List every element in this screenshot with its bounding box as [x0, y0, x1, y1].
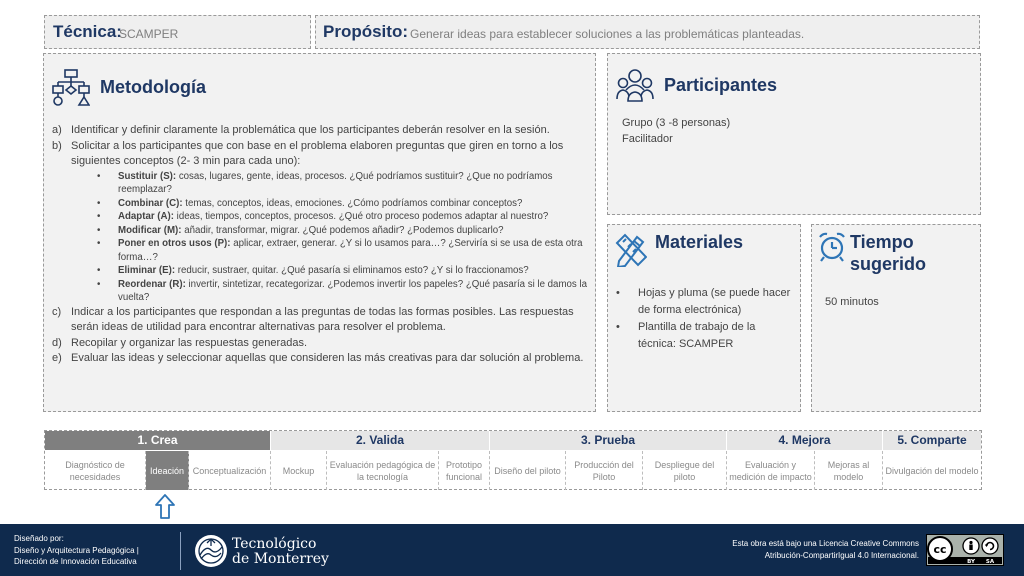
- phase-cell: Despliegue del piloto: [643, 451, 727, 490]
- metodologia-panel: [43, 53, 596, 412]
- phase-cell: Diagnóstico de necesidades: [45, 451, 146, 490]
- phase-cell: Evaluación pedagógica de la tecnología: [327, 451, 439, 490]
- tecnica-box: [44, 15, 311, 49]
- phase-head-prueba: 3. Prueba: [490, 431, 727, 450]
- alarm-clock-icon: [818, 231, 846, 263]
- phase-head-valida: 2. Valida: [271, 431, 490, 450]
- phase-cell: Prototipo funcional: [439, 451, 490, 490]
- phase-cell: Mockup: [271, 451, 327, 490]
- concept-reordenar: • Reordenar (R): invertir, sintetizar, recategorizar. ¿Podemos invertir los papeles? ¿Qué pasaría si le damos la vuelta?: [97, 278, 587, 303]
- phase-cell-active: Ideación: [146, 451, 189, 490]
- phase-head-comparte: 5. Comparte: [883, 431, 981, 450]
- participantes-line-1: Grupo (3 -8 personas): [622, 117, 731, 129]
- participantes-line-2: Facilitador: [622, 133, 673, 145]
- concept-sustituir: • Sustituir (S): cosas, lugares, gente, ideas, procesos. ¿Qué podríamos sustituir? ¿Que no podríamos reemplazar?: [97, 170, 553, 195]
- tecnica-label: Técnica:: [53, 22, 122, 41]
- participantes-panel: [607, 53, 981, 215]
- tiempo-title: Tiempo sugerido: [850, 232, 927, 274]
- participantes-text: [622, 115, 962, 147]
- phase-cell: Divulgación del modelo: [885, 465, 979, 476]
- step-d: d) Recopilar y organizar las respuestas generadas.: [52, 336, 308, 349]
- participantes-title: Participantes: [664, 75, 778, 95]
- license-text: Esta obra está bajo una Licencia Creative Commons Atribución-CompartirIgual 4.0 Internacional.: [732, 539, 919, 560]
- tiempo-value: 50 minutos: [825, 296, 879, 308]
- footer-divider: [180, 532, 181, 570]
- phase-cell: Conceptualización: [189, 451, 271, 490]
- proposito-value: Generar ideas para establecer soluciones a las problemáticas planteadas.: [410, 27, 805, 41]
- proposito-label: Propósito:: [323, 22, 408, 41]
- materiales-item: • Plantilla de trabajo de la técnica: SCAMPER: [616, 321, 756, 350]
- svg-text:SA: SA: [985, 559, 995, 565]
- step-c: c) Indicar a los participantes que respondan a las preguntas de todas las formas posibles. Las respuestas serán ideas de utilidad para encontrar alternativas para resolver el problema.: [52, 305, 574, 333]
- materiales-panel: [607, 224, 801, 412]
- tecnica-value: SCAMPER: [119, 27, 179, 41]
- phase-head-crea: 1. Crea: [45, 431, 271, 450]
- metodologia-steps: [52, 123, 590, 367]
- step-b: b) Solicitar a los participantes que con base en el problema elaboren preguntas que giren en torno a los siguientes conceptos (2- 3 min para cada uno):: [52, 139, 564, 167]
- concept-adaptar: • Adaptar (A): ideas, tiempos, conceptos, procesos. ¿Qué otro proceso podemos adaptar al nuestro?: [97, 211, 549, 222]
- svg-text:BY: BY: [967, 559, 975, 565]
- materiales-item: • Hojas y pluma (se puede hacer de forma electrónica): [616, 287, 791, 316]
- phase-cell: Evaluación y medición de impacto: [727, 451, 815, 490]
- phase-cell: Mejoras al modelo: [815, 451, 883, 490]
- svg-text:cc: cc: [933, 543, 947, 556]
- cc-by-sa-badge-icon: [926, 534, 1004, 566]
- footer: [0, 524, 1024, 576]
- team-icon: [616, 66, 654, 104]
- concept-combinar: • Combinar (C): temas, conceptos, ideas, emociones. ¿Cómo podríamos combinar conceptos?: [97, 197, 523, 209]
- materiales-title: Materiales: [655, 232, 744, 252]
- concept-eliminar: • Eliminar (E): reducir, sustraer, quitar. ¿Qué pasaría si eliminamos esto? ¿Y si lo fraccionamos?: [97, 265, 529, 276]
- materiales-list: [616, 285, 794, 353]
- concept-poner-otros-usos: • Poner en otros usos (P): aplicar, extraer, generar. ¿Y si lo usamos para…? ¿Serviría si se usa de esta otra forma…?: [97, 238, 583, 263]
- phase-cell: Diseño del piloto: [490, 451, 566, 490]
- step-e: e) Evaluar las ideas y seleccionar aquellas que consideren las más creativas para dar solución al problema.: [52, 352, 584, 364]
- tiempo-panel: [811, 224, 981, 412]
- proposito-box: [315, 15, 980, 49]
- flowchart-icon: [52, 68, 90, 106]
- concept-modificar: • Modificar (M): añadir, transformar, migrar. ¿Qué podemos añadir? ¿Podemos duplicarlo?: [97, 224, 504, 236]
- step-a: a) Identificar y definir claramente la problemática que los participantes deberán resolver en la sesión.: [52, 124, 550, 136]
- pencil-ruler-icon: [615, 231, 647, 267]
- footer-credit: Diseñado por: Diseño y Arquitectura Pedagógica | Dirección de Innovación Educativa: [14, 534, 139, 566]
- tec-seal-icon: [194, 534, 228, 568]
- phases-table: [44, 430, 982, 490]
- metodologia-title: Metodología: [100, 77, 206, 97]
- phase-cell: Producción del Piloto: [566, 451, 643, 490]
- up-arrow-icon: [155, 494, 175, 519]
- phase-head-mejora: 4. Mejora: [727, 431, 883, 450]
- tec-logo: Tecnológico de Monterrey: [232, 536, 329, 567]
